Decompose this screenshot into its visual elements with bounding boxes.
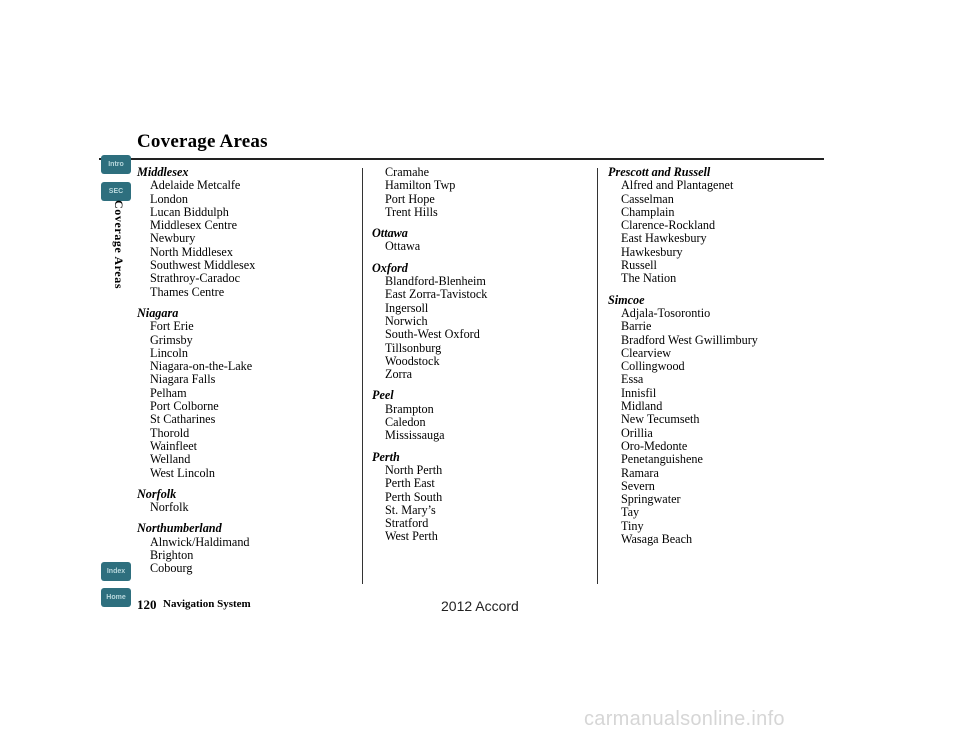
region-heading: Oxford <box>372 260 408 275</box>
place-name: Middlesex Centre <box>150 218 237 233</box>
place-name: Cobourg <box>150 561 193 576</box>
place-name: Alfred and Plantagenet <box>621 178 734 193</box>
place-name: North Middlesex <box>150 244 233 259</box>
place-name: Niagara Falls <box>150 372 216 387</box>
region-heading: Simcoe <box>608 292 645 307</box>
home-tab[interactable]: Home <box>101 588 131 607</box>
place-name: Brampton <box>385 401 434 416</box>
sec-tab[interactable]: SEC <box>101 182 131 201</box>
region-heading: Northumberland <box>137 521 222 536</box>
site-watermark: carmanualsonline.info <box>584 708 785 730</box>
index-tab[interactable]: Index <box>101 562 131 581</box>
place-name: Penetanguishene <box>621 452 703 467</box>
place-name: Norwich <box>385 313 428 328</box>
place-name: Niagara-on-the-Lake <box>150 359 253 374</box>
place-name: Port Colborne <box>150 399 219 414</box>
place-name: Wainfleet <box>150 438 198 453</box>
place-name: Port Hope <box>385 191 435 206</box>
place-name: Lincoln <box>150 345 188 360</box>
place-name: Perth South <box>385 489 443 504</box>
place-name: Casselman <box>621 191 674 206</box>
place-name: Grimsby <box>150 332 193 347</box>
region-heading: Peel <box>372 388 394 403</box>
place-name: Clearview <box>621 345 672 360</box>
place-name: Springwater <box>621 492 681 507</box>
place-name: Oro-Medonte <box>621 438 688 453</box>
page-number: 120 <box>137 597 157 612</box>
place-name: Brighton <box>150 548 194 563</box>
place-name: Cramahe <box>385 165 429 179</box>
place-name: Bradford West Gwillimbury <box>621 332 758 347</box>
place-name: West Lincoln <box>150 465 216 480</box>
place-name: Russell <box>621 258 657 273</box>
footer-section-name: Navigation System <box>163 598 251 610</box>
place-name: West Perth <box>385 529 438 544</box>
place-name: Zorra <box>385 367 413 382</box>
place-name: Caledon <box>385 415 426 430</box>
place-name: Champlain <box>621 204 675 219</box>
title-divider <box>99 158 824 160</box>
place-name: Newbury <box>150 231 196 246</box>
column-divider <box>362 168 363 584</box>
place-name: Midland <box>621 399 663 414</box>
place-name: The Nation <box>621 271 677 286</box>
place-name: London <box>150 191 188 206</box>
place-name: Hamilton Twp <box>385 178 456 193</box>
place-name: Woodstock <box>385 353 440 368</box>
intro-tab[interactable]: Intro <box>101 155 131 174</box>
place-name: Trent Hills <box>385 204 438 219</box>
place-name: St Catharines <box>150 412 216 427</box>
place-name: Clarence-Rockland <box>621 218 716 233</box>
place-name: Fort Erie <box>150 319 194 334</box>
place-name: Orillia <box>621 425 653 440</box>
place-name: Ingersoll <box>385 300 429 315</box>
coverage-column-3 <box>608 166 758 546</box>
place-name: Perth East <box>385 476 435 491</box>
place-name: Wasaga Beach <box>621 532 693 547</box>
place-name: Welland <box>150 452 191 467</box>
section-side-label: Coverage Areas <box>112 200 126 290</box>
place-name: Adelaide Metcalfe <box>150 178 241 193</box>
place-name: Pelham <box>150 385 187 400</box>
place-name: Hawkesbury <box>621 244 683 259</box>
column-divider <box>597 168 598 584</box>
region-heading: Ottawa <box>372 226 408 241</box>
place-name: Collingwood <box>621 359 685 374</box>
place-name: Lucan Biddulph <box>150 204 229 219</box>
place-name: New Tecumseth <box>621 412 700 427</box>
place-name: Tay <box>621 505 640 520</box>
region-heading: Perth <box>372 449 400 464</box>
place-name: Innisfil <box>621 385 657 400</box>
place-name: Mississauga <box>385 428 445 443</box>
place-name: Ramara <box>621 465 659 480</box>
place-name: St. Mary’s <box>385 502 436 517</box>
place-name: Alnwick/Haldimand <box>150 534 250 549</box>
place-name: Essa <box>621 372 644 387</box>
place-name: Thames Centre <box>150 284 225 299</box>
place-name: East Hawkesbury <box>621 231 707 246</box>
place-name: South-West Oxford <box>385 327 480 342</box>
place-name: Adjala-Tosorontio <box>621 305 711 320</box>
place-name: Norfolk <box>150 500 189 515</box>
place-name: Southwest Middlesex <box>150 258 256 273</box>
place-name: Tiny <box>621 518 644 533</box>
region-heading: Prescott and Russell <box>608 165 711 179</box>
model-watermark: 2012 Accord <box>441 598 519 614</box>
place-name: East Zorra-Tavistock <box>385 287 488 302</box>
coverage-column-2 <box>372 166 487 544</box>
region-heading: Norfolk <box>137 486 177 501</box>
place-name: Tillsonburg <box>385 340 442 355</box>
place-name: Severn <box>621 478 655 493</box>
place-name: North Perth <box>385 462 443 477</box>
coverage-column-1 <box>137 166 255 576</box>
page-title: Coverage Areas <box>137 131 268 152</box>
place-name: Thorold <box>150 425 190 440</box>
place-name: Ottawa <box>385 239 421 254</box>
place-name: Strathroy-Caradoc <box>150 271 241 286</box>
place-name: Barrie <box>621 319 652 334</box>
place-name: Blandford-Blenheim <box>385 274 486 289</box>
place-name: Stratford <box>385 516 429 531</box>
region-heading: Niagara <box>137 305 179 320</box>
region-heading: Middlesex <box>137 165 189 179</box>
